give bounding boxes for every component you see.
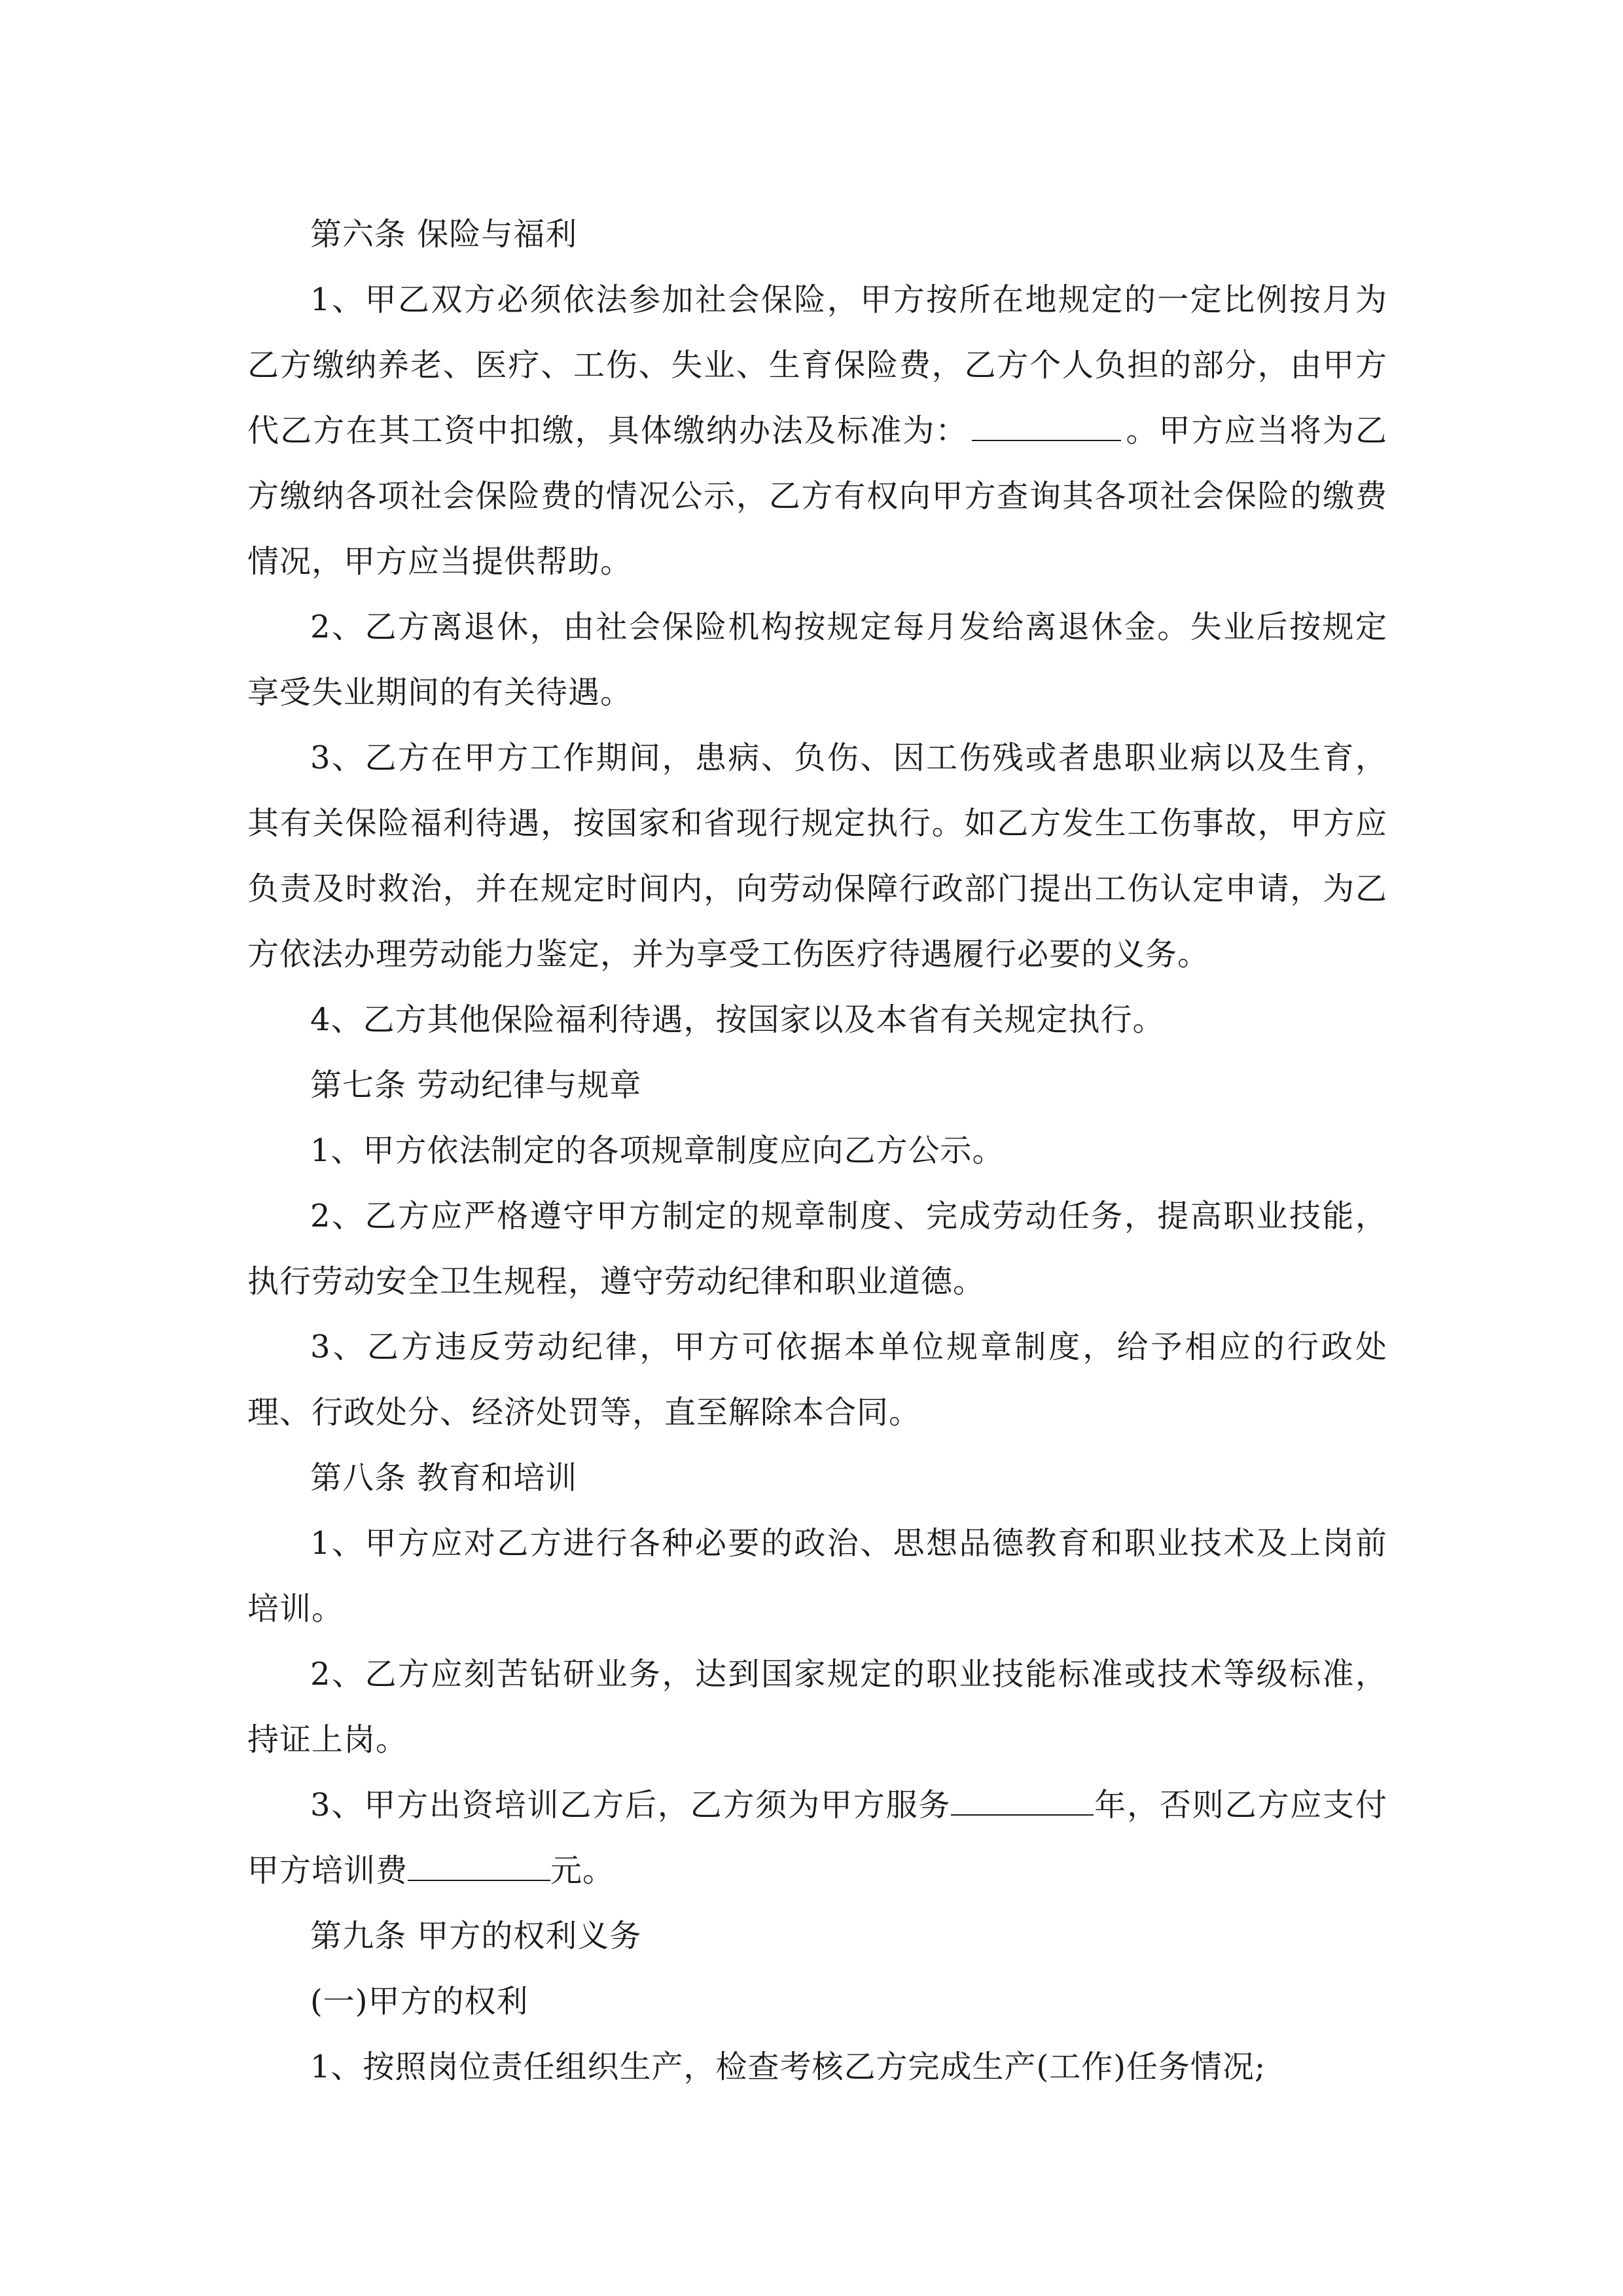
article-7-clause-1: 1、甲方依法制定的各项规章制度应向乙方公示。 <box>310 1132 1005 1169</box>
article-7-title: 第七条 劳动纪律与规章 <box>310 1067 642 1103</box>
article-6-clause-4: 4、乙方其他保险福利待遇，按国家以及本省有关规定执行。 <box>310 1001 1165 1038</box>
article-8-clause-1: 1、甲方应对乙方进行各种必要的政治、思想品德教育和职业技术及上岗前培训。 <box>247 1525 1387 1627</box>
article-9-clause-1: 1、按照岗位责任组织生产，检查考核乙方完成生产(工作)任务情况; <box>310 2049 1266 2085</box>
contract-body <box>247 202 1387 2100</box>
article-7-clause-2: 2、乙方应严格遵守甲方制定的规章制度、完成劳动任务，提高职业技能，执行劳动安全卫生规程，遵守劳动纪律和职业道德。 <box>247 1198 1387 1300</box>
article-8-title: 第八条 教育和培训 <box>310 1460 578 1496</box>
article-9-subsection-1: (一)甲方的权利 <box>310 1983 529 2020</box>
article-6-clause-1 <box>247 267 1387 594</box>
training-fee-blank[interactable] <box>408 1851 550 1881</box>
service-years-blank[interactable] <box>951 1785 1094 1816</box>
payment-method-blank[interactable] <box>972 411 1121 441</box>
article-6-clause-3: 3、乙方在甲方工作期间，患病、负伤、因工伤残或者患职业病以及生育，其有关保险福利待遇，按国家和省现行规定执行。如乙方发生工伤事故，甲方应负责及时救治，并在规定时间内，向劳动保障行政部门提出工伤认定申请，为乙方依法办理劳动能力鉴定，并为享受工伤医疗待遇履行必要的义务。 <box>247 740 1387 973</box>
article-6-clause-2: 2、乙方离退休，由社会保险机构按规定每月发给离退休金。失业后按规定享受失业期间的有关待遇。 <box>247 609 1387 711</box>
article-8-clause-3-text-c: 元。 <box>550 1852 615 1889</box>
article-6-title: 第六条 保险与福利 <box>310 216 578 253</box>
article-8-clause-3 <box>247 1772 1387 1903</box>
article-6-clause-1-text-a: 1、甲乙双方必须依法参加社会保险，甲方按所在地规定的一定比例按月为乙方缴纳养老、医疗、工伤、失业、生育保险费，乙方个人负担的部分，由甲方代乙方在其工资中扣缴，具体缴纳办法及标准为： <box>247 281 1387 449</box>
article-8-clause-2: 2、乙方应刻苦钻研业务，达到国家规定的职业技能标准或技术等级标准，持证上岗。 <box>247 1656 1387 1758</box>
article-6-clause-1-text-b: 。甲方应当将为乙方缴纳各项社会保险费的情况公示，乙方有权向甲方查询其各项社会保险的缴费情况，甲方应当提供帮助。 <box>247 412 1387 580</box>
article-9-title: 第九条 甲方的权利义务 <box>310 1918 642 1954</box>
article-8-clause-3-text-a: 3、甲方出资培训乙方后，乙方须为甲方服务 <box>310 1787 952 1823</box>
article-7-clause-3: 3、乙方违反劳动纪律，甲方可依据本单位规章制度，给予相应的行政处理、行政处分、经济处罚等，直至解除本合同。 <box>247 1329 1387 1431</box>
article-8-clause-3-text-b: 年，否则乙方应支付甲方培训费 <box>247 1787 1387 1889</box>
